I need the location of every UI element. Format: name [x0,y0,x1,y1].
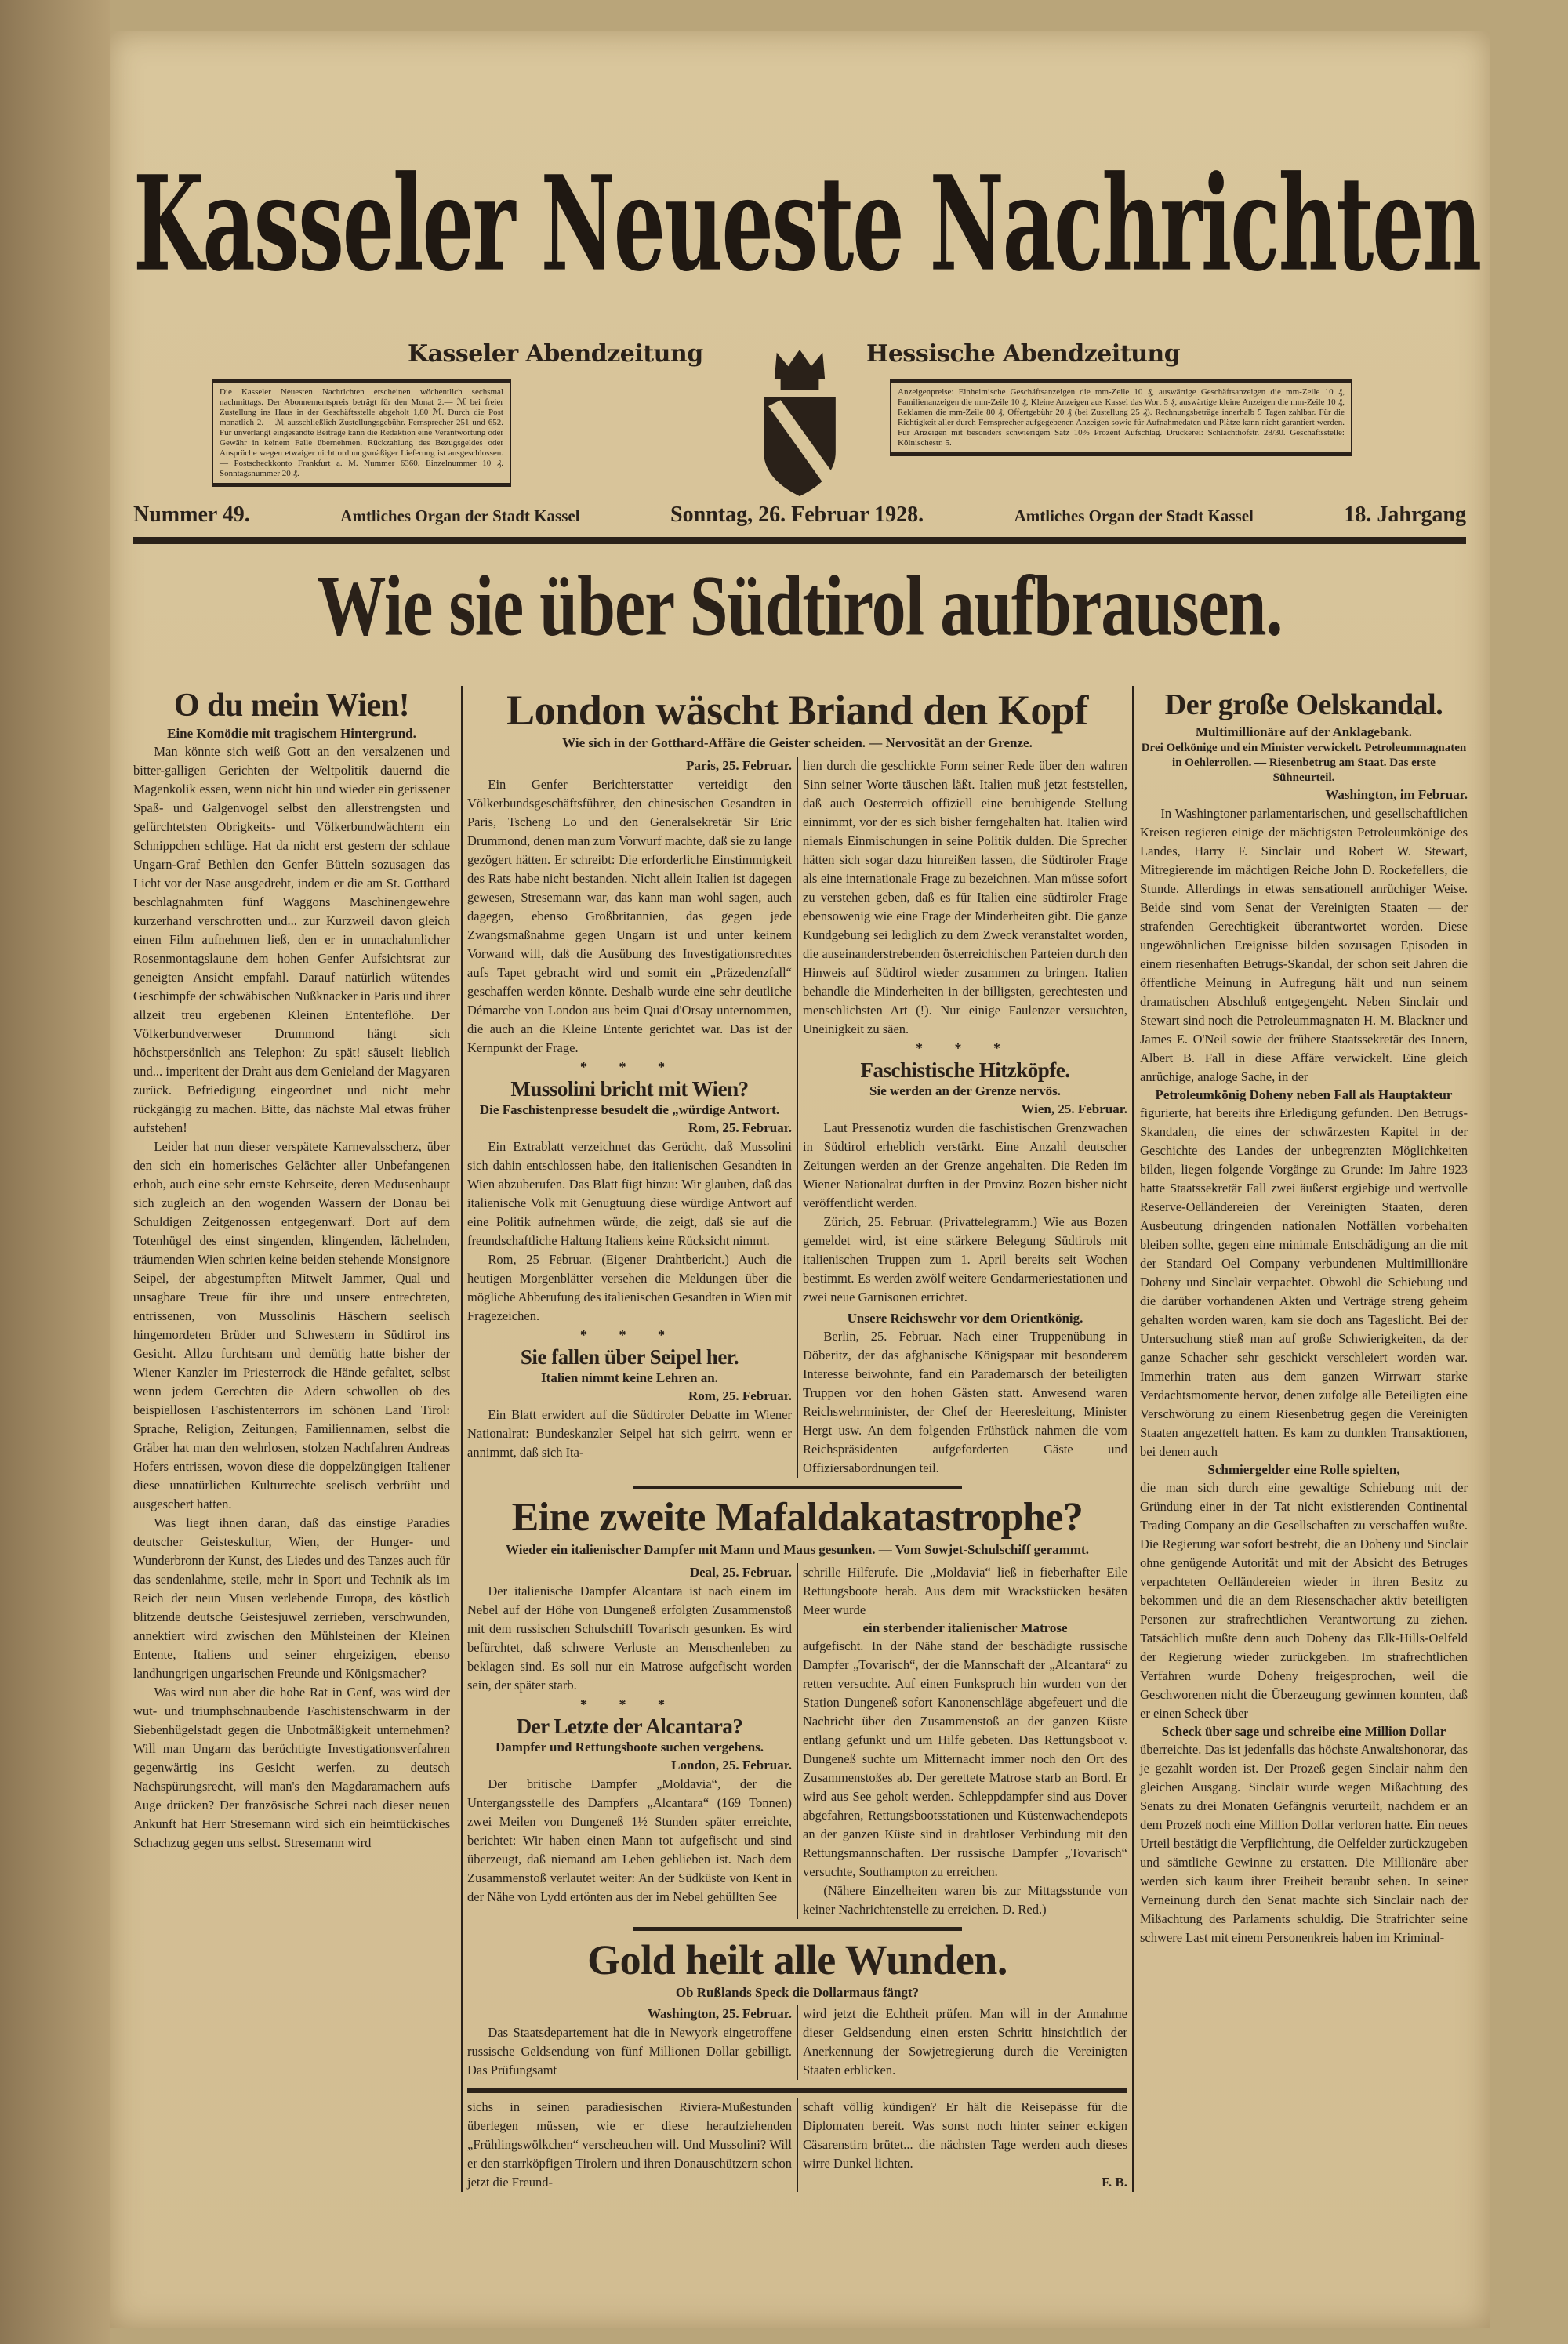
inline-subhead: ein sterbender italienischer Matrose [862,1620,1068,1635]
author-signature: F. B. [1102,2175,1127,2190]
masthead-rule [133,537,1466,544]
article-paragraph: Rom, 25 Februar. (Eigener Drahtbericht.) Auch die heutigen Morgenblätter versehen die Meldungen über die mögliche Abberufung des italienischen Gesandten in Wien mit Fragezeichen. [467,1252,792,1323]
article-mafalda [467,1563,1127,1919]
article-subhead: Multimillionäre auf der Anklagebank. [1195,724,1413,739]
article-paragraph: sichs in seinen paradiesischen Riviera-Mußestunden überlegen müssen, wie er diese heraufziehenden „Frühlingswölkchen“ verscheuchen will. Und Mussolini? Will er den starrköpfigen Tirolern und ihren Donauschützern schon jetzt die Freund- [467,2099,792,2190]
section-rule [633,1927,962,1931]
article-headline: Der Letzte der Alcantara? [516,1714,743,1738]
editor-note: (Nähere Einzelheiten waren bis zur Mittagsstunde von keiner Nachrichtenstelle zu erreichen. D. Red.) [803,1883,1127,1917]
article-wien-ending [467,2098,1127,2192]
dateline: Deal, 25. Februar. [689,1565,792,1580]
dateline: Paris, 25. Februar. [686,758,792,773]
dateline: Washington, im Februar. [1325,787,1468,802]
advertising-info-box: Anzeigenpreise: Einheimische Geschäftsanzeigen die mm-Zeile 10 ₰, auswärtige Geschäftsanzeigen die mm-Zeile 10 ₰, Familienanzeigen die mm-Zeile 10 ₰, Kleine Anzeigen aus Kassel das Wort 5 ₰, auswärtige kleine Anzeigen die mm-Zeile 10 ₰, Reklamen die mm-Zeile 80 ₰, Offertgebühr 20 ₰ (bei Zustellung 25 ₰). Rechnungsbeträge innerhalb 5 Tagen zahlbar. Für die Richtigkeit aller durch Fernsprecher aufgegebenen Anzeigen sowie für Aufnahmedaten und Plätze kann nicht garantiert werden. Für Anzeigen mit besonders schwierigem Satz 10% Prozent Aufschlag. Druckerei: Schlachthofstr. 28/30. Geschäftsstelle: Kölnischestr. 5. [890,379,1352,456]
article-headline-mafalda: Eine zweite Mafaldakatastrophe? [511,1495,1083,1540]
subscription-info-box: Die Kasseler Neuesten Nachrichten erscheinen wöchentlich sechsmal nachmittags. Der Abonnementspreis beträgt für den Monat 2.— ℳ bei freier Zustellung ins Haus in der Geschäftsstelle abgeholt 1,80 ℳ. Durch die Post monatlich 2.— ℳ ausschließlich Zustellungsgebühr. Fernsprecher 251 und 652. Für unverlangt eingesandte Beiträge kann die Redaktion eine Verantwortung oder Gewähr in keinem Falle übernehmen. Rückzahlung des Bezugsgeldes oder Ansprüche wegen etwaiger nicht ordnungsmäßiger Lieferung ist ausgeschlossen. — Postscheckkonto Frankfurt a. M. Nummer 6360. Einzelnummer 10 ₰. Sonntagsnummer 20 ₰. [212,379,511,487]
article-paragraph: Das Staatsdepartement hat die in Newyork eingetroffene russische Geldsendung von fünf Millionen Dollar gebilligt. Das Prüfungsamt [467,2025,792,2077]
official-organ-right: Amtliches Organ der Stadt Kassel [1014,506,1254,525]
article-subhead: Sie werden an der Grenze nervös. [869,1083,1061,1098]
volume: 18. Jahrgang [1344,503,1466,527]
official-organ-left: Amtliches Organ der Stadt Kassel [340,506,580,525]
dateline: Wien, 25. Februar. [1021,1101,1127,1116]
article-subhead: Italien nimmt keine Lehren an. [541,1370,718,1385]
article-headline: Der große Oelskandal. [1164,688,1443,721]
article-paragraph: Ein Extrablatt verzeichnet das Gerücht, daß Mussolini sich dahin entschlossen habe, den italienischen Gesandten in Wien abzuberufen. Das Blatt fügt hinzu: Wir glauben, daß das italienische Volk mit Genugtuung diese würdige Antwort auf eine Politik aufnehmen würde, die zeigt, daß sie auf die freundschaftliche Haltung Italiens keine Rücksicht nimmt. [467,1139,792,1248]
article-subhead-secondary: Drei Oelkönige und ein Minister verwickelt. Petroleummagnaten in Oehlerrollen. — Riesenbetrug am Staat. Das erste Sühneurteil. [1141,742,1467,784]
article-paragraph: Ein Blatt erwidert auf die Südtiroler Debatte im Wiener Nationalrat: Bundeskanzler Seipel hat sich geirrt, wenn er annimmt, daß sich Ita- [467,1407,792,1460]
middle-section [461,686,1134,2192]
article-paragraph: schrille Hilferufe. Die „Moldavia“ ließ in fieberhafter Eile Rettungsboote herab. Aus dem mit Wrackstücken besäten Meer wurde [803,1565,1127,1617]
separator-stars: * * * [580,1696,679,1712]
separator-stars: * * * [580,1327,679,1343]
issue-info-row [133,502,1466,528]
article-paragraph: Was wird nun aber die hohe Rat in Genf, was wird der wut- und triumphschnaubende Faschistenschwarm in der Siebenhügelstadt gegen die Unbotmäßigkeit unternehmen? Will man Ungarn das berüchtigte Investigationsverfahren gegenwärtig ins Gesicht werfen, zu deutsch Nachspürungsrecht, will man's den Magdaramachern aufs Auge drücken? Der französische Schrei nach dieser neuen Ankunft hat Herr Stresemann wird sich ein heimtückisches Schachzug gegen uns selbst. Stresemann wird [133,1685,450,1850]
main-headline: Wie sie über Südtirol aufbrausen. [317,559,1283,655]
inline-subhead: Petroleumkönig Doheny neben Fall als Hauptakteur [1155,1087,1453,1102]
article-subhead-mafalda: Wieder ein italienischer Dampfer mit Mann und Maus gesunken. — Vom Sowjet-Schulschiff gerammt. [506,1542,1089,1557]
separator-stars: * * * [916,1040,1014,1056]
issue-date: Sonntag, 26. Februar 1928. [670,503,924,527]
dateline: Washington, 25. Februar. [647,2006,792,2021]
article-paragraph: Zürich, 25. Februar. (Privattelegramm.) Wie aus Bozen gemeldet wird, ist eine stärkere Belegung Südtirols mit italienischen Truppen zum 1. April bereits seit Wochen bestimmt. Es werden zwölf weitere Gendarmeriestationen und zwei neue Garnisonen errichtet. [803,1214,1127,1304]
dateline: Rom, 25. Februar. [688,1120,792,1135]
article-subhead: Eine Komödie mit tragischem Hintergrund. [167,726,416,741]
article-gold [467,2005,1127,2080]
article-subhead: Die Faschistenpresse besudelt die „würdige Antwort. [479,1102,780,1117]
article-headline: O du mein Wien! [173,688,410,724]
article-headline-london: London wäscht Briand den Kopf [506,687,1088,734]
article-columns [133,686,1468,2192]
article-headline: Unsere Reichswehr vor dem Orientkönig. [847,1311,1083,1326]
subtitle-left: Kasseler Abendzeitung [408,340,703,368]
newspaper-title: Kasseler Neueste Nachrichten [133,146,1481,301]
article-subhead: Dampfer und Rettungsboote suchen vergebens. [495,1740,764,1754]
issue-number: Nummer 49. [133,503,250,527]
article-paragraph: überreichte. Das ist jedenfalls das höchste Anwaltshonorar, das je gezahlt worden ist. Der Prozeß gegen Sinclair nahm den gleichen Ausgang. Sinclair wurde wegen Mißachtung des Senats zu drei Monaten Gefängnis verurteilt, nachdem er an dem Prozeß noch eine Million Dollar verloren hatte. Ein neues Urteil bestätigt die Verpflichtung, die Oelfelder zurückzugeben und sämtliche Gewinne zu erstatten. Die Millionäre aber werden sich kaum ihrer Freiheit beraubt sehen. In seiner Verneinung durch den Senat machte sich Sinclair nach der Mißachtung des Parlaments schuldig. Die Strafrichter seine schwere Last mit einem Personenkreis haben im Kriminal- [1140,1742,1468,1945]
article-paragraph: Leider hat nun dieser verspätete Karnevalsscherz, über den sich ein homerisches Gelächter aller Unbefangenen erhob, auch eine sehr ernste Kehrseite, deren Medusenhaupt sich zugleich an den wogenden Wassern der Donau bei Schuldigen Zeitgenossen entgegenwarf. Dort auf dem Totenhügel des einst singenden, klingenden, lächelnden, träumenden Wien schrien keine beiden stehende Monsignore Seipel, der abgestumpften Mitwelt Jammer, Qual und unsagbare Treue für ihre und unsere entrechteten, entrissenen, von Mussolinis Häschern seelisch hingemordeten Brüder und Schwestern in Südtirol ins Gesicht. Allzu furchtsam und demütig hatte bisher der Wiener Kanzler im Priesterrock die Hände gefaltet, selbst wenn jedem Gerechten die Adern schwollen ob des beispiellosen Faschistenterrors im schönen Land Tirol: Sprache, Religion, Zeitungen, Familiennamen, selbst die Gräber hat man den wehrlosen, stolzen Nachfahren Andreas Hofers entrissen, wovon diese die doppelzüngigen Italiener diese unnatürlichen Kulturrechte seelisch verbrüht und ausgeschert hatten. [133,1139,450,1511]
article-paragraph: Der britische Dampfer „Moldavia“, der die Untergangsstelle des Dampfers „Alcantara“ (169 Tonnen) zwei Meilen von Dungeneß 1½ Stunden später erreichte, berichtet: Wir haben einen Mann tot aufgefischt und sind überzeugt, daß niemand am Leben geblieben ist. Nach dem Zusammenstoß verlautet weiter: An der Südküste von Kent in der Nähe von Lydd ertönten aus der im Nebel gehüllten See [467,1776,792,1904]
subtitle-right: Hessische Abendzeitung [866,340,1181,368]
article-subhead-london: Wie sich in der Gotthard-Affäre die Geister scheiden. — Nervosität an der Grenze. [562,735,1033,750]
coat-of-arms-icon [757,345,843,498]
article-headline: Sie fallen über Seipel her. [520,1345,739,1369]
article-headline-gold: Gold heilt alle Wunden. [587,1936,1007,1983]
article-oelskandal [1140,686,1468,2192]
article-paragraph: lien durch die geschickte Form seiner Rede über den wahren Sinn seiner Worte täuschen läßt. Italien muß jetzt feststellen, daß auch Oesterreich offiziell eine beruhigende Stellung einnimmt, vor der es sich bisher ferngehalten hat. Italien wird niemals Einmischungen in seine Politik dulden. Die Sprecher hätten sich sogar dazu hinreißen lassen, die Südtiroler Frage als eine internationale Frage zu bezeichnen. Man müsse sofort zu verstehen geben, daß es für Italien eine südtiroler Frage ebensowenig wie eine Frage der Minderheiten gibt. Die ganze Kundgebung sei lediglich zu dem Zweck veranstaltet worden, die auseinanderstrebenden österreichischen Parteien durch den Hinweis auf Südtirol wieder zusammen zu bringen. Italien behandle die Minderheiten in der billigsten, gerechtesten und menschlichsten Art (!). Nur einige Faulenzer versuchten, Uneinigkeit zu säen. [803,758,1127,1036]
article-paragraph: wird jetzt die Echtheit prüfen. Man will in der Annahme dieser Geldsendung einen ersten Schritt hinsichtlich der Anerkennung der Sowjetregierung durch die Vereinigten Staaten erblicken. [803,2006,1127,2077]
article-headline: Faschistische Hitzköpfe. [860,1058,1070,1082]
article-paragraph: Ein Genfer Berichterstatter verteidigt den Völkerbundsgeschäftsführer, den chinesischen Gesandten in Paris, Tscheng Lo und den Generalsekretär Sir Eric Drummond, denen man zum Vorwurf machte, daß sie zu lange gezögert hätten. Er schreibt: Die erforderliche Einstimmigkeit des Rats habe nicht bestanden. Nicht allein Italien ist dagegen gewesen, Stresemann war, das kann man wohl sagen, auch dagegen, ebenso Großbritannien, das gegen jede Zwangsmaßnahme gegen Ungarn ist und unter keinem Vorwand will, daß die Ausübung des Investigationsrechtes aufs Tapet gebracht wird und somit ein „Präzedenzfall“ geschaffen werden könnte. Deshalb wurde eine sehr deutliche Démarche von London aus beim Quai d'Orsay unternommen, die auch an die Kleine Entente gerichtet war. Das ist der Kernpunkt der Frage. [467,777,792,1055]
article-subhead-gold: Ob Rußlands Speck die Dollarmaus fängt? [675,1985,920,2000]
separator-stars: * * * [580,1059,679,1075]
article-paragraph: figurierte, hat bereits ihre Erledigung gefunden. Den Betrugs-Skandalen, die eines der schwärzesten Kapitel in der Geschichte des Landes der unbegrenzten Möglichkeiten bilden, liegen folgende Vorgänge zu Grunde: Im Jahre 1923 hatte Staatssekretär Fall zwei äußerst ergiebige und wertvolle Reserve-Oelländereien der Vereinigten Staaten, deren Ausbeutung dringenden nationalen Notfällen vorbehalten bleiben sollte, gegen eine minimale Entschädigung an die mit der Standard Oel Company verbundenen Multimillionäre Doheny und Sinclair verpachtet. Obwohl die Schiebung und die darüber vorhandenen Akten und Verträge streng geheim gehalten worden waren, kam sie doch ans Tageslicht. Bei der Untersuchung stieß man auf große Schwierigkeiten, da der ganze Schacher sehr geschickt verschleiert worden war. Immerhin traten aus dem ganzen Wirrwarr starke Verdachtsmomente hervor, denen zufolge alle Beteiligten eine Verschwörung zu einem Riesenbetrug gegen die Vereinigten Staaten angezettelt hatten. Es kam zu dunklen Transaktionen, bei denen auch [1140,1105,1468,1459]
article-paragraph: Laut Pressenotiz wurden die faschistischen Grenzwachen in Südtirol erheblich verstärkt. Eine Anzahl deutscher Zeitungen werden an der Grenze angehalten. Die Reden im Wiener Nationalrat durften in der Provinz Bozen bisher nicht veröffentlicht werden. [803,1120,1127,1210]
inline-subhead: Schmiergelder eine Rolle spielten, [1207,1462,1400,1477]
section-rule [633,1486,962,1489]
article-paragraph: Der italienische Dampfer Alcantara ist nach einem im Nebel auf der Höhe von Dungeneß erfolgten Zusammenstoß mit dem russischen Schulschiff Tovarisch gesunken. Es wird befürchtet, daß schwere Verluste an Menschenleben zu beklagen sind. Es soll nur ein Matrose aufgefischt worden sein, der später starb. [467,1584,792,1693]
article-o-du-mein-wien [133,686,455,2192]
article-paragraph: Man könnte sich weiß Gott an den versalzenen und bitter-galligen Gerichten der Weltpolitik dauernd die Magenkolik essen, wenn nicht hin und wieder ein gerissener Spaß- und Galgenvogel selbst den allerstrengsten und gefürchtetsten Obrigkeits- und Völkerbundwächtern ein Schnippchen schlüge. Hat da nicht erst gestern der schlaue Ungarn-Graf Bethlen den Genfer Bütteln sozusagen das Licht vor der Nase ausgedreht, indem er die am St. Gotthard beschlagnahmten fünf Waggons Maschinengewehre kurzerhand verschrotten und... zur Kurzweil davon gleich einen Film aufnehmen ließ, den er in unnachahmlicher Rosenmontagslaune dem hohen Genfer Aufsichtsrat zur geneigten Ansicht empfahl. Darauf natürlich wütendes Geschimpfe der schwäbischen Nußknacker in Paris und ihrer allzeit treu ergebenen Kleinen Ententeflöhe. Der Völkerbundverweser Drummond hängt sich höchstpersönlich ans Telephon: Zu spät! säuselt lieblich und... imperitent der Draht aus dem Genieland der Magyaren zurück. Befriedigung eingeordnet und nicht mehr rückgängig zu machen. Bitte, das nächste Mal etwas früher aufstehen! [133,744,450,1135]
dateline: Rom, 25. Februar. [688,1388,792,1403]
article-headline: Mussolini bricht mit Wien? [510,1077,749,1101]
article-paragraph: In Washingtoner parlamentarischen, und gesellschaftlichen Kreisen regieren einige der mächtigsten Petroleumkönige des Landes, Harry F. Sinclair und Robert W. Stewart, Mitregierende im mächtigen Reiche John D. Rockefellers, die Stunde. Allerdings in etwas sensationell anrüchiger Weise. Beide sind vom Senat der Vereinigten Staaten — der strafenden Gerechtigkeit überantwortet worden. Diese ungewöhnlichen Ereignisse bilden sozusagen Episoden in einem riesenhaften Betrugs-Skandal, der schon seit Jahren die öffentliche Meinung in Aufregung hält und nun seinem dramatischen Abschluß entgegengeht. Neben Sinclair und Stewart sind noch die Petroleummagnaten H. M. Blackner und James E. O'Neil sowie der frühere Staatssekretär des Innern, Albert B. Fall in diese Affäre verwickelt. Eine gleich anrüchige, analoge Sache, in der [1140,806,1468,1084]
article-london [467,757,1127,1478]
section-rule [467,2088,1127,2093]
article-paragraph: schaft völlig kündigen? Er hält die Reisepässe für die Diplomaten bereit. Was sonst noch hinter seiner eckigen Cäsarenstirn brütet... die nächsten Tage werden auch dieses wirre Dunkel lichten. [803,2099,1127,2171]
article-paragraph: aufgefischt. In der Nähe stand der beschädigte russische Dampfer „Tovarisch“, der die Mannschaft der „Alcantara“ zu retten versuchte. Auf einen Funkspruch hin wurden von der Station Dungeneß sofort Kanonenschläge abgefeuert und die Nachricht über den Zusammenstoß an der ganzen Küste entlang gefunkt und um Hilfe gebeten. Das Rettungsboot v. Dungeneß suchte um Mitternacht immer noch den Ort des Zusammenstoßes ab. Der gerettete Matrose starb an Bord. Er wird aus See geholt werden. Schleppdampfer sind aus Dover abgefahren, Rettungsbootsstationen und Küstenwachendepots an der ganzen Küste sind in drahtloser Verbindung mit den Rettungsmannschaften. Der russische Dampfer „Tovarisch“ versuchte, Southampton zu erreichen. [803,1638,1127,1879]
scan-edge [0,0,110,2344]
article-paragraph: Was liegt ihnen daran, daß das einstige Paradies deutscher Geisteskultur, Wien, der Hunger- und Wunderbronn der Kunst, des Liedes und des Tanzes auch für das sendenlahme, steile, mehr in Sport und Technik als im Reich der neun Musen verlebende Europa, des köstlich blitzende deutsche Geistesjuwel zerrieben, verschwunden, annektiert wird zwischen den Mühlsteinen der Kleinen Entente, Italiens und seiner ehrgeizigen, ebenso landhungrigen ungarischen Freunde und Königsmacher? [133,1515,450,1681]
dateline: London, 25. Februar. [671,1758,792,1773]
inline-subhead: Scheck über sage und schreibe eine Million Dollar [1161,1724,1446,1739]
article-paragraph: Berlin, 25. Februar. Nach einer Truppenübung in Döberitz, der das afghanische Königspaar mit besonderem Interesse beiwohnte, fand ein Parademarsch der beteiligten Truppen vor den hohen Gästen statt. Anwesend waren Reichswehrminister, der Chef der Heeresleitung, Minister Hergt usw. An dem folgenden Frühstück nahmen die vom Reichspräsidenten aufgeforderten Gäste und Offiziersabordnungen teil. [803,1329,1127,1475]
article-paragraph: die man sich durch eine gewaltige Schiebung mit der Gründung einer in der Tat nicht existierenden Continental Trading Company an die Gesellschaften zu verschaffen wußte. Die Regierung war sofort bestrebt, die an Doheny und Sinclair ohne genügende Autorität und mit der Absicht des Betruges verpachteten Oelländereien wieder in ihren Besitz zu bekommen und die an dem Riesenschacher aktiv beteiligten Personen zur strafrechtlichen Verantwortung zu ziehen. Tatsächlich mußte denn auch Doheny das Elk-Hills-Oelfeld der Regierung wieder zurückgeben. Im strafrechtlichen Verfahren wurde Doheny freigesprochen, weil die Geschworenen nicht die Überzeugung gewinnen konnten, daß er einen Scheck über [1140,1480,1468,1721]
